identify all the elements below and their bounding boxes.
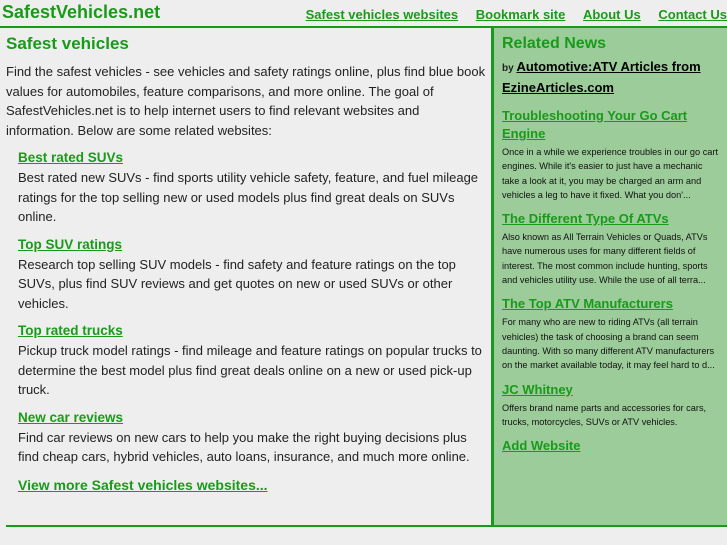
news-item xyxy=(502,107,721,202)
news-source xyxy=(502,57,721,99)
news-source-link[interactable]: Automotive:ATV Articles from EzineArticles.com xyxy=(502,59,701,95)
nav-safest-vehicles-websites[interactable]: Safest vehicles websites xyxy=(305,7,459,22)
news-item xyxy=(502,210,721,287)
item-description: Research top selling SUV models - find safety and feature ratings on the top SUVs, plus find SUV reviews and get quotes on new or used SUVs or other vehicles. xyxy=(18,256,456,311)
by-label: by xyxy=(502,63,514,74)
news-title-link[interactable]: The Different Type Of ATVs xyxy=(502,211,669,227)
link-top-suv-ratings[interactable]: Top SUV ratings xyxy=(18,236,123,252)
list-item xyxy=(18,149,488,227)
nav-about-us[interactable]: About Us xyxy=(582,7,641,22)
intro-text: Find the safest vehicles - see vehicles and safety ratings online, plus find blue book values for automobiles, feature comparisons, and more online. The goal of SafestVehicles.net is to help internet users to find relevant websites and information. Below are some related websites: xyxy=(6,64,486,138)
main-content xyxy=(6,34,488,493)
list-item xyxy=(18,322,488,400)
site-logo[interactable]: SafestVehicles.net xyxy=(2,2,161,22)
page-title: Safest vehicles xyxy=(6,34,129,53)
nav-bookmark-site[interactable]: Bookmark site xyxy=(475,7,566,22)
view-more-link[interactable]: View more Safest vehicles websites... xyxy=(18,476,268,493)
link-best-rated-suvs[interactable]: Best rated SUVs xyxy=(18,150,124,165)
news-summary: For many who are new to riding ATVs (all terrain vehicles) the task of choosing a brand can seem daunting. With so many different ATV manufacturers on the market available today, it may feel hard to d... xyxy=(502,317,715,371)
news-title-link[interactable]: Troubleshooting Your Go Cart Engine xyxy=(502,108,688,141)
sidebar xyxy=(494,28,727,526)
list-item xyxy=(18,236,488,314)
nav-contact-us[interactable]: Contact Us xyxy=(658,7,727,22)
news-summary: Offers brand name parts and accessories for cars, trucks, motorcycles, SUVs or ATV vehicles. xyxy=(502,402,707,427)
footer-divider xyxy=(6,525,727,527)
sidebar-title: Related News xyxy=(502,35,607,52)
news-item xyxy=(502,295,721,372)
header xyxy=(0,0,727,26)
top-nav xyxy=(292,7,727,22)
news-item xyxy=(502,381,721,430)
link-top-rated-trucks[interactable]: Top rated trucks xyxy=(18,323,123,338)
list-item xyxy=(18,409,488,467)
news-title-link[interactable]: JC Whitney xyxy=(502,381,573,397)
news-title-link[interactable]: The Top ATV Manufacturers xyxy=(502,296,673,312)
add-website-link[interactable]: Add Website xyxy=(502,438,581,454)
link-new-car-reviews[interactable]: New car reviews xyxy=(18,409,124,425)
news-summary: Also known as All Terrain Vehicles or Quads, ATVs have numerous uses for many different fields of interest. The most common include hunting, sports and vehicles utility use. While the use of all terra... xyxy=(502,232,708,286)
news-summary: Once in a while we experience troubles in our go cart engines. While it's easier to just have a mechanic take a look at it, you may be charged an arm and vehicles a leg to have it fixed. What you don'... xyxy=(502,147,719,200)
item-description: Best rated new SUVs - find sports utility vehicle safety, feature, and fuel mileage ratings for the top selling new or used models plus find great deals on SUVs online. xyxy=(18,170,479,224)
item-description: Find car reviews on new cars to help you make the right buying decisions plus find cheap cars, hybrid vehicles, auto loans, insurance, and much more online. xyxy=(18,429,470,464)
item-description: Pickup truck model ratings - find mileage and feature ratings on popular trucks to determine the best model plus find great deals online on a new or used pick-up truck. xyxy=(18,343,482,397)
